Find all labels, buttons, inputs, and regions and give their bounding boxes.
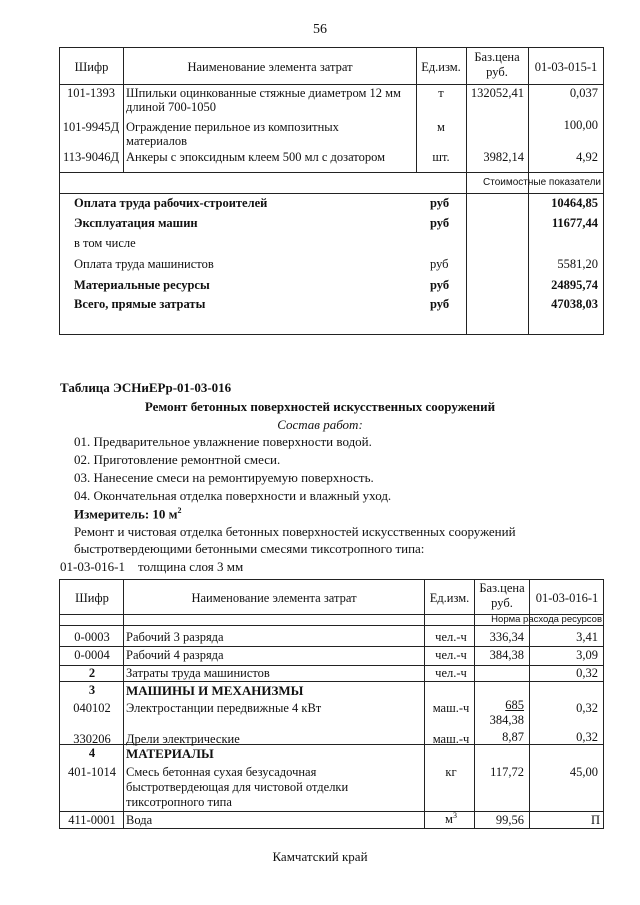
t1-row-code: 101-1393 bbox=[67, 86, 115, 100]
work-item: 02. Приготовление ремонтной смеси. bbox=[74, 452, 281, 467]
work-item: 04. Окончательная отделка поверхности и влажный уход. bbox=[74, 488, 392, 503]
total-label: Материальные ресурсы bbox=[74, 278, 210, 292]
t1-row-value: 100,00 bbox=[563, 118, 598, 132]
total-label: Всего, прямые затраты bbox=[74, 297, 206, 311]
t2-row-value: 3,09 bbox=[576, 648, 598, 662]
t2-row-unit: маш.-ч bbox=[432, 701, 470, 715]
t1-row-value: 4,92 bbox=[576, 150, 598, 164]
t2-row-name: Рабочий 3 разряда bbox=[126, 630, 224, 644]
t2-header-unit: Ед.изм. bbox=[429, 591, 470, 605]
t2-row-unit: маш.-ч bbox=[432, 732, 470, 746]
t2-row-code: 040102 bbox=[73, 701, 111, 715]
t2-row-name: Вода bbox=[126, 813, 153, 827]
item-code: 01-03-016-1 bbox=[60, 559, 125, 574]
total-unit: руб bbox=[430, 216, 450, 230]
total-value: 47038,03 bbox=[551, 297, 598, 311]
t2-row-price: 336,34 bbox=[489, 630, 524, 644]
t1-row-code: 113-9046Д bbox=[63, 150, 119, 164]
t2-row-value: 45,00 bbox=[569, 765, 598, 779]
t2-header-id: 01-03-016-1 bbox=[535, 591, 599, 605]
work-item: 01. Предварительное увлажнение поверхности водой. bbox=[74, 434, 372, 449]
t1-header-name: Наименование элемента затрат bbox=[187, 60, 353, 74]
total-unit: руб bbox=[430, 278, 450, 292]
total-unit: руб bbox=[430, 196, 450, 210]
t2-row-unit: чел.-ч bbox=[435, 648, 467, 662]
t2-row-price: 8,87 bbox=[502, 730, 524, 744]
t1-header-price: Баз.цена руб. bbox=[474, 50, 520, 79]
t2-row-name: Дрели электрические bbox=[126, 732, 240, 746]
work-item: 03. Нанесение смеси на ремонтируемую поверхность. bbox=[74, 470, 374, 485]
t2-section-heading: МАТЕРИАЛЫ bbox=[126, 746, 214, 761]
total-label: в том числе bbox=[74, 236, 136, 250]
t2-row-price: 117,72 bbox=[490, 765, 524, 779]
t1-row-name: Шпильки оцинкованные стяжные диаметром 12 мм длиной 700-1050 bbox=[126, 86, 401, 114]
t1-row-unit: шт. bbox=[432, 150, 450, 164]
t1-row-name: Анкеры с эпоксидным клеем 500 мл с дозатором bbox=[126, 150, 386, 164]
t1-header-code: Шифр bbox=[74, 60, 109, 74]
item-text: толщина слоя 3 мм bbox=[138, 559, 244, 574]
t1-header-unit: Ед.изм. bbox=[421, 60, 461, 74]
t2-row-value: 3,41 bbox=[576, 630, 598, 644]
total-unit: руб bbox=[430, 297, 450, 311]
description: Ремонт и чистовая отделка бетонных поверхностей искусственных сооружений bbox=[74, 524, 516, 539]
t1-header-id: 01-03-015-1 bbox=[534, 60, 598, 74]
total-value: 5581,20 bbox=[557, 257, 598, 271]
t2-row-code: 330206 bbox=[73, 732, 111, 746]
t2-row-code: 0-0004 bbox=[74, 648, 110, 662]
t1-row-price: 132052,41 bbox=[470, 86, 524, 100]
t2-header-code: Шифр bbox=[75, 591, 109, 605]
t2-row-unit: чел.-ч bbox=[435, 630, 467, 644]
t2-row-value: 0,32 bbox=[576, 730, 598, 744]
t2-row-price: 99,56 bbox=[495, 813, 524, 827]
t1-row-price: 3982,14 bbox=[483, 150, 524, 164]
page-footer: Камчатский край bbox=[272, 849, 368, 864]
total-unit: руб bbox=[430, 257, 449, 271]
t2-row-name: Рабочий 4 разряда bbox=[126, 648, 224, 662]
t2-row-price: 685 bbox=[505, 698, 524, 712]
page-number: 56 bbox=[313, 22, 327, 37]
t1-row-value: 0,037 bbox=[569, 86, 598, 100]
t2-row-code: 401-1014 bbox=[68, 765, 116, 779]
total-label: Эксплуатация машин bbox=[74, 216, 198, 230]
t2-header-price: Баз.цена руб. bbox=[479, 581, 525, 610]
t2-row-value: 0,32 bbox=[576, 701, 598, 715]
description: быстротвердеющими бетонными смесями тиксотропного типа: bbox=[74, 541, 425, 556]
t2-row-name: Смесь бетонная сухая безусадочная быстротвердеющая для чистовой отделки тиксотропного типа bbox=[126, 765, 349, 809]
total-value: 11677,44 bbox=[551, 216, 598, 230]
total-label: Оплата труда рабочих-строителей bbox=[74, 196, 268, 210]
t2-row-code: 4 bbox=[88, 746, 96, 760]
t2-row-name: Электростанции передвижные 4 кВт bbox=[126, 701, 322, 715]
measure-label: Измеритель: 10 $м^2$ bbox=[74, 506, 182, 522]
table-title: Таблица ЭСНиЕРр-01-03-016 bbox=[60, 380, 232, 395]
t2-row-code: 3 bbox=[88, 683, 96, 697]
t2-row-code: 0-0003 bbox=[74, 630, 110, 644]
t2-header-name: Наименование элемента затрат bbox=[191, 591, 357, 605]
section-label: Стоимостные показатели bbox=[483, 177, 601, 188]
t2-row-unit: чел.-ч bbox=[435, 666, 467, 680]
section-subtitle: Ремонт бетонных поверхностей искусственных сооружений bbox=[144, 399, 496, 414]
total-label: Оплата труда машинистов bbox=[74, 257, 214, 271]
norm-label: Норма расхода ресурсов bbox=[491, 614, 602, 625]
t2-row-unit: $м^3$ bbox=[445, 811, 457, 827]
t2-row-code: 2 bbox=[88, 666, 96, 680]
t2-row-code: 411-0001 bbox=[68, 813, 116, 827]
t2-row-price: 384,38 bbox=[489, 648, 524, 662]
t2-row-price-2: 384,38 bbox=[489, 713, 524, 727]
t1-row-unit: т bbox=[438, 86, 444, 100]
t2-row-unit: кг bbox=[445, 765, 457, 779]
t1-row-unit: м bbox=[437, 120, 445, 134]
t1-row-name: Ограждение перильное из композитных материалов bbox=[126, 120, 339, 148]
t2-section-heading: МАШИНЫ И МЕХАНИЗМЫ bbox=[126, 683, 304, 698]
total-value: 10464,85 bbox=[551, 196, 598, 210]
total-value: 24895,74 bbox=[551, 278, 598, 292]
t1-row-code: 101-9945Д bbox=[62, 120, 120, 134]
works-heading: Состав работ: bbox=[277, 417, 363, 432]
t2-row-value: П bbox=[590, 813, 600, 827]
t2-row-name: Затраты труда машинистов bbox=[126, 666, 270, 680]
t2-row-value: 0,32 bbox=[576, 666, 598, 680]
